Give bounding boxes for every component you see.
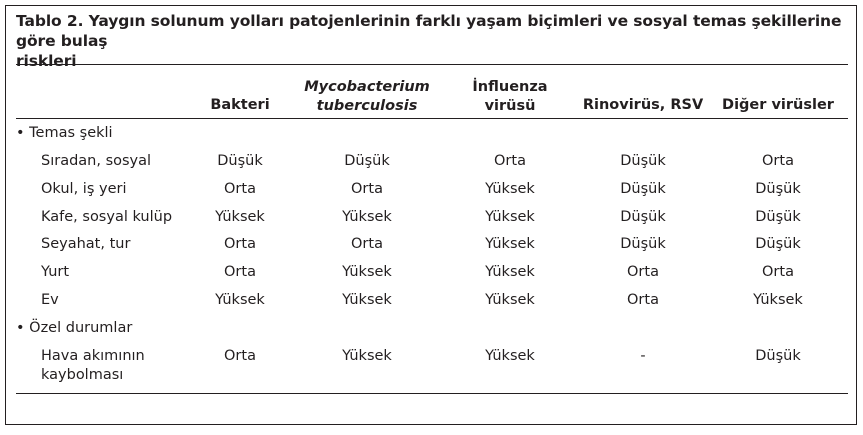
table-cell: Düşük [755, 236, 801, 252]
table-cell: Yüksek [485, 348, 535, 364]
table-cell: Orta [627, 292, 659, 308]
table-cell: Yüksek [485, 236, 535, 252]
row-label-continued: kaybolması [41, 367, 124, 383]
table-cell: Yüksek [485, 209, 535, 225]
col-header-tuberculosis: tuberculosis [316, 98, 418, 114]
table-cell: Düşük [755, 348, 801, 364]
table-cell: Orta [351, 181, 383, 197]
col-header-rinovirus: Rinovirüs, RSV [582, 97, 704, 113]
table-cell: Yüksek [753, 292, 803, 308]
table-cell: Yüksek [485, 292, 535, 308]
table-cell: Orta [224, 264, 256, 280]
col-header-influenza: İnfluenza [472, 79, 548, 95]
col-header-bakteri: Bakteri [210, 97, 270, 113]
table-cell: Düşük [217, 153, 263, 169]
table-cell: Düşük [755, 209, 801, 225]
table-cell: Orta [494, 153, 526, 169]
table-caption [16, 11, 852, 71]
header-bottom-rule [16, 118, 848, 119]
table-cell: Düşük [620, 209, 666, 225]
table-cell: Orta [627, 264, 659, 280]
table-cell: Orta [351, 236, 383, 252]
table-bottom-rule [16, 393, 848, 394]
caption-line-2: riskleri [16, 52, 77, 70]
table-cell: Orta [762, 264, 794, 280]
header-top-rule [16, 64, 848, 65]
row-label: Yurt [41, 264, 70, 280]
section-ozel-durumlar: • Özel durumlar [16, 320, 133, 336]
row-label: Hava akımının [41, 348, 145, 364]
table-cell: Yüksek [342, 348, 392, 364]
table-cell: Düşük [620, 153, 666, 169]
table-cell: Düşük [620, 181, 666, 197]
table-cell: Yüksek [342, 264, 392, 280]
table-cell: Orta [224, 181, 256, 197]
row-label: Okul, iş yeri [41, 181, 127, 197]
row-label: Sıradan, sosyal [41, 153, 152, 169]
row-label: Kafe, sosyal kulüp [41, 209, 173, 225]
table-cell: Düşük [620, 236, 666, 252]
col-header-mycobacterium: Mycobacterium [304, 79, 430, 95]
table-cell: - [640, 348, 646, 364]
row-label: Seyahat, tur [41, 236, 131, 252]
table-cell: Düşük [755, 181, 801, 197]
table-cell: Yüksek [215, 292, 265, 308]
table-cell: Yüksek [485, 181, 535, 197]
table-cell: Orta [224, 236, 256, 252]
table-cell: Yüksek [215, 209, 265, 225]
table-cell: Yüksek [342, 209, 392, 225]
col-header-diger-virusler: Diğer virüsler [722, 97, 834, 113]
section-temas-sekli: • Temas şekli [16, 125, 113, 141]
row-label: Ev [41, 292, 59, 308]
caption-line-1: Tablo 2. Yaygın solunum yolları patojenlerinin farklı yaşam biçimleri ve sosyal temas şekillerine göre bulaş [16, 12, 842, 50]
table-cell: Düşük [344, 153, 390, 169]
table-cell: Orta [762, 153, 794, 169]
col-header-virusu: virüsü [484, 98, 536, 114]
table-cell: Orta [224, 348, 256, 364]
table-cell: Yüksek [485, 264, 535, 280]
table-cell: Yüksek [342, 292, 392, 308]
